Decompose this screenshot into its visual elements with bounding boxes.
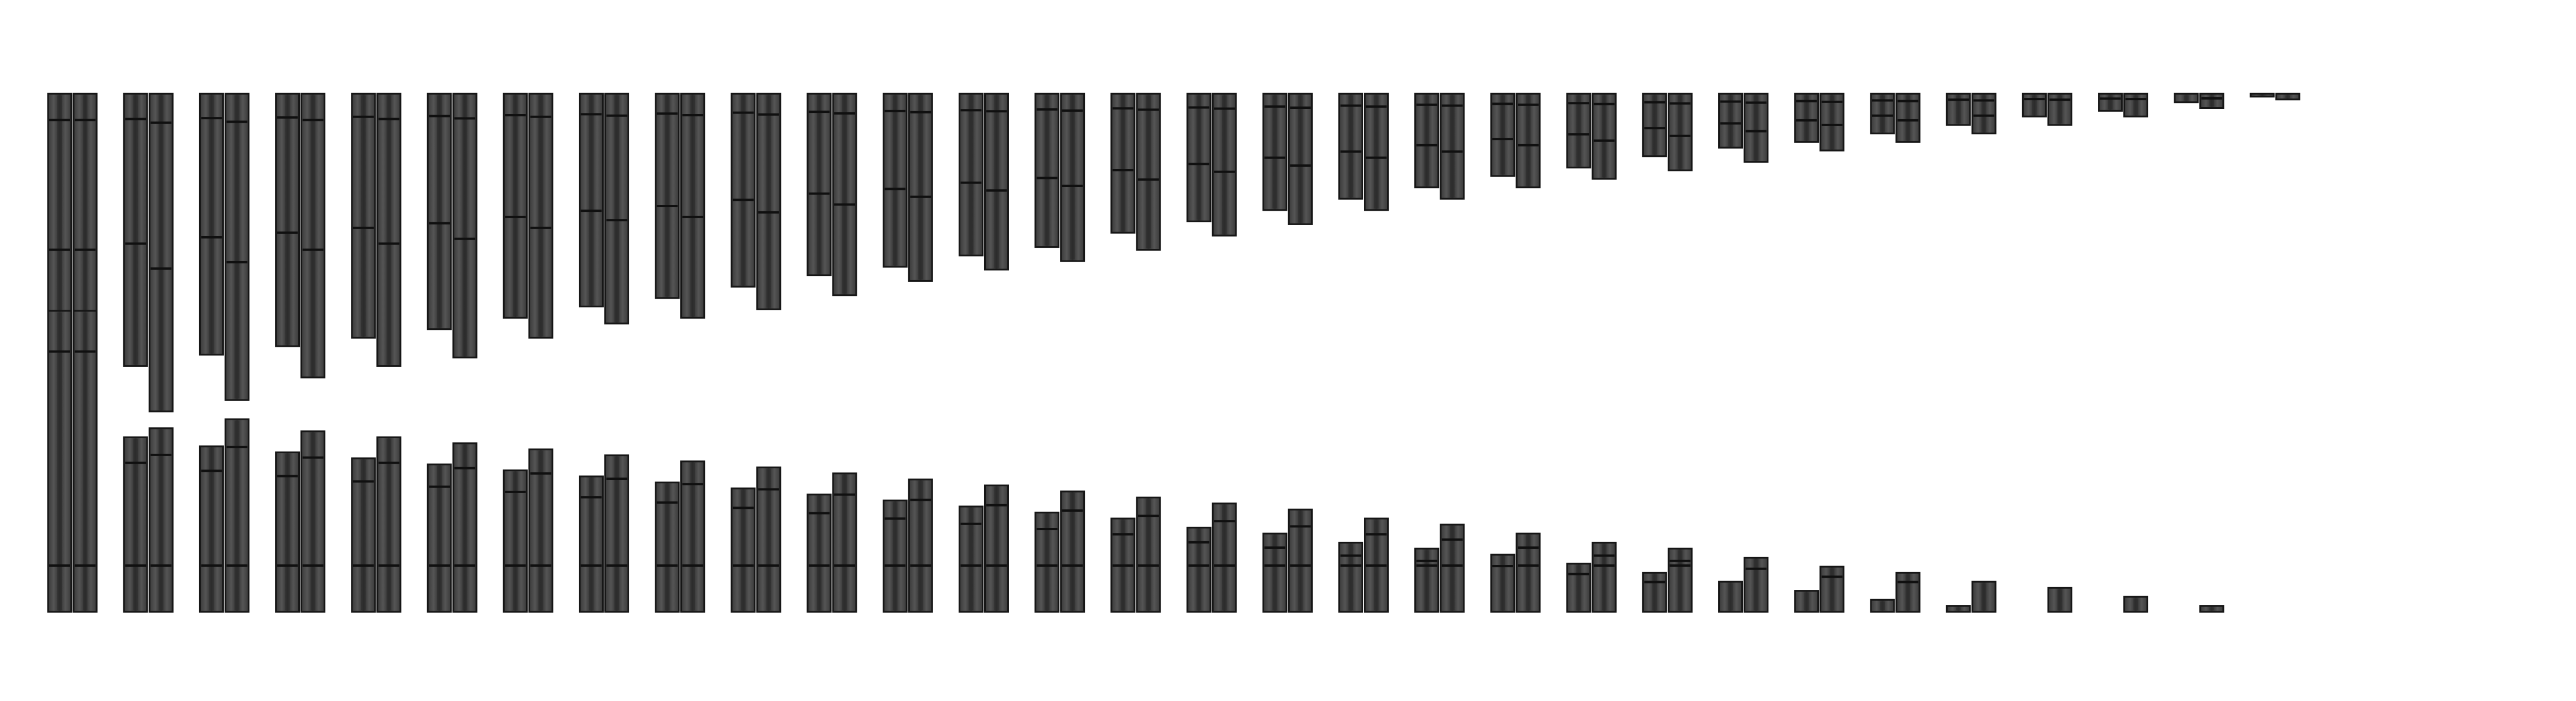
pair-3-lower-left-core xyxy=(209,448,214,610)
pair-19-lower-left-core xyxy=(1425,550,1429,610)
pair-5-upper-right-core xyxy=(387,96,391,364)
pair-5-upper-left-core xyxy=(361,96,366,336)
pair-4-upper-right-core xyxy=(311,96,315,376)
pair-15-upper-right-core xyxy=(1146,96,1151,248)
pair-3-upper-left-core xyxy=(209,96,214,353)
pair-26-lower-left-core xyxy=(1956,608,1961,610)
pair-2-upper-right-core xyxy=(159,96,163,410)
pair-20-upper-right-core xyxy=(1526,96,1531,186)
pair-22-lower-right-core xyxy=(1678,550,1682,610)
pair-14-upper-right-core xyxy=(1070,96,1075,259)
pair-11-upper-left-core xyxy=(817,96,821,274)
pair-7-lower-right-core xyxy=(538,451,543,610)
chromatid-layer xyxy=(48,94,2299,612)
pair-8-upper-left-core xyxy=(589,96,593,305)
pair-18-lower-left-core xyxy=(1349,544,1353,610)
pair-29-upper-left-core xyxy=(2184,96,2189,101)
pair-16-upper-right-core xyxy=(1222,96,1227,234)
pair-4-lower-right-core xyxy=(311,433,315,610)
pair-29-lower-right-core xyxy=(2210,608,2214,610)
pair-22-upper-left-core xyxy=(1652,96,1657,155)
pair-20-upper-left-core xyxy=(1500,96,1505,174)
pair-22-upper-right-core xyxy=(1678,96,1682,168)
pair-9-upper-right-core xyxy=(691,96,695,316)
pair-17-upper-left-core xyxy=(1272,96,1277,208)
pair-18-upper-left-core xyxy=(1349,96,1353,197)
pair-24-lower-right-core xyxy=(1830,568,1834,610)
pair-18-upper-right-core xyxy=(1374,96,1379,208)
pair-6-upper-left-core xyxy=(437,96,442,328)
pair-26-lower-right-core xyxy=(1981,583,1986,610)
pair-21-lower-left-core xyxy=(1576,566,1581,610)
pair-2-lower-left-core xyxy=(133,439,138,610)
pair-29-upper-right-core xyxy=(2210,96,2214,107)
pair-25-lower-left-core xyxy=(1880,601,1885,610)
pair-20-lower-left-core xyxy=(1500,556,1505,610)
pair-21-lower-right-core xyxy=(1602,544,1606,610)
pair-24-upper-right-core xyxy=(1830,96,1834,149)
pair-6-lower-right-core xyxy=(463,445,467,610)
pair-23-lower-right-core xyxy=(1754,559,1759,610)
pair-4-lower-left-core xyxy=(285,454,290,610)
pair-17-upper-right-core xyxy=(1298,96,1302,222)
pair-22-lower-left-core xyxy=(1652,574,1657,610)
pair-6-upper-right-core xyxy=(463,96,467,356)
pair-4-upper-left-core xyxy=(285,96,290,344)
pair-2-lower-right-core xyxy=(159,430,163,610)
pair-12-upper-right-core xyxy=(918,96,923,279)
pair-30-upper-left-chromatid xyxy=(2251,94,2274,97)
pair-5-lower-right-core xyxy=(387,439,391,610)
pair-14-upper-left-core xyxy=(1045,96,1050,245)
pair-12-upper-left-core xyxy=(893,96,897,265)
pair-8-upper-right-core xyxy=(614,96,619,322)
pair-3-lower-right-core xyxy=(234,421,239,610)
pair-3-upper-right-core xyxy=(234,96,239,398)
pair-16-upper-left-core xyxy=(1197,96,1201,220)
pair-2-upper-left-core xyxy=(133,96,138,364)
pair-23-upper-left-core xyxy=(1729,96,1733,146)
pair-28-lower-right-core xyxy=(2134,599,2138,610)
pair-11-upper-right-core xyxy=(842,96,847,293)
pair-10-upper-left-core xyxy=(741,96,746,285)
pair-7-upper-right-core xyxy=(538,96,543,336)
pair-30-upper-right-core xyxy=(2285,96,2290,98)
pair-10-upper-right-core xyxy=(766,96,771,307)
pair-27-lower-right-core xyxy=(2057,589,2062,610)
pair-8-lower-right-core xyxy=(614,457,619,610)
pair-9-upper-left-core xyxy=(665,96,670,296)
pair-24-lower-left-core xyxy=(1804,593,1809,610)
pair-23-lower-left-core xyxy=(1729,583,1733,610)
pair-13-upper-right-core xyxy=(994,96,999,268)
pair-19-upper-left-core xyxy=(1425,96,1429,186)
pair-21-upper-right-core xyxy=(1602,96,1606,177)
pair-13-upper-left-core xyxy=(968,96,973,254)
pair-23-upper-right-core xyxy=(1754,96,1759,160)
pair-21-upper-left-core xyxy=(1576,96,1581,166)
pair-5-lower-left-core xyxy=(361,460,366,610)
pair-19-upper-right-core xyxy=(1450,96,1455,197)
pair-15-upper-left-core xyxy=(1121,96,1125,231)
pair-25-lower-right-core xyxy=(1906,574,1910,610)
pair-7-upper-left-core xyxy=(513,96,518,316)
